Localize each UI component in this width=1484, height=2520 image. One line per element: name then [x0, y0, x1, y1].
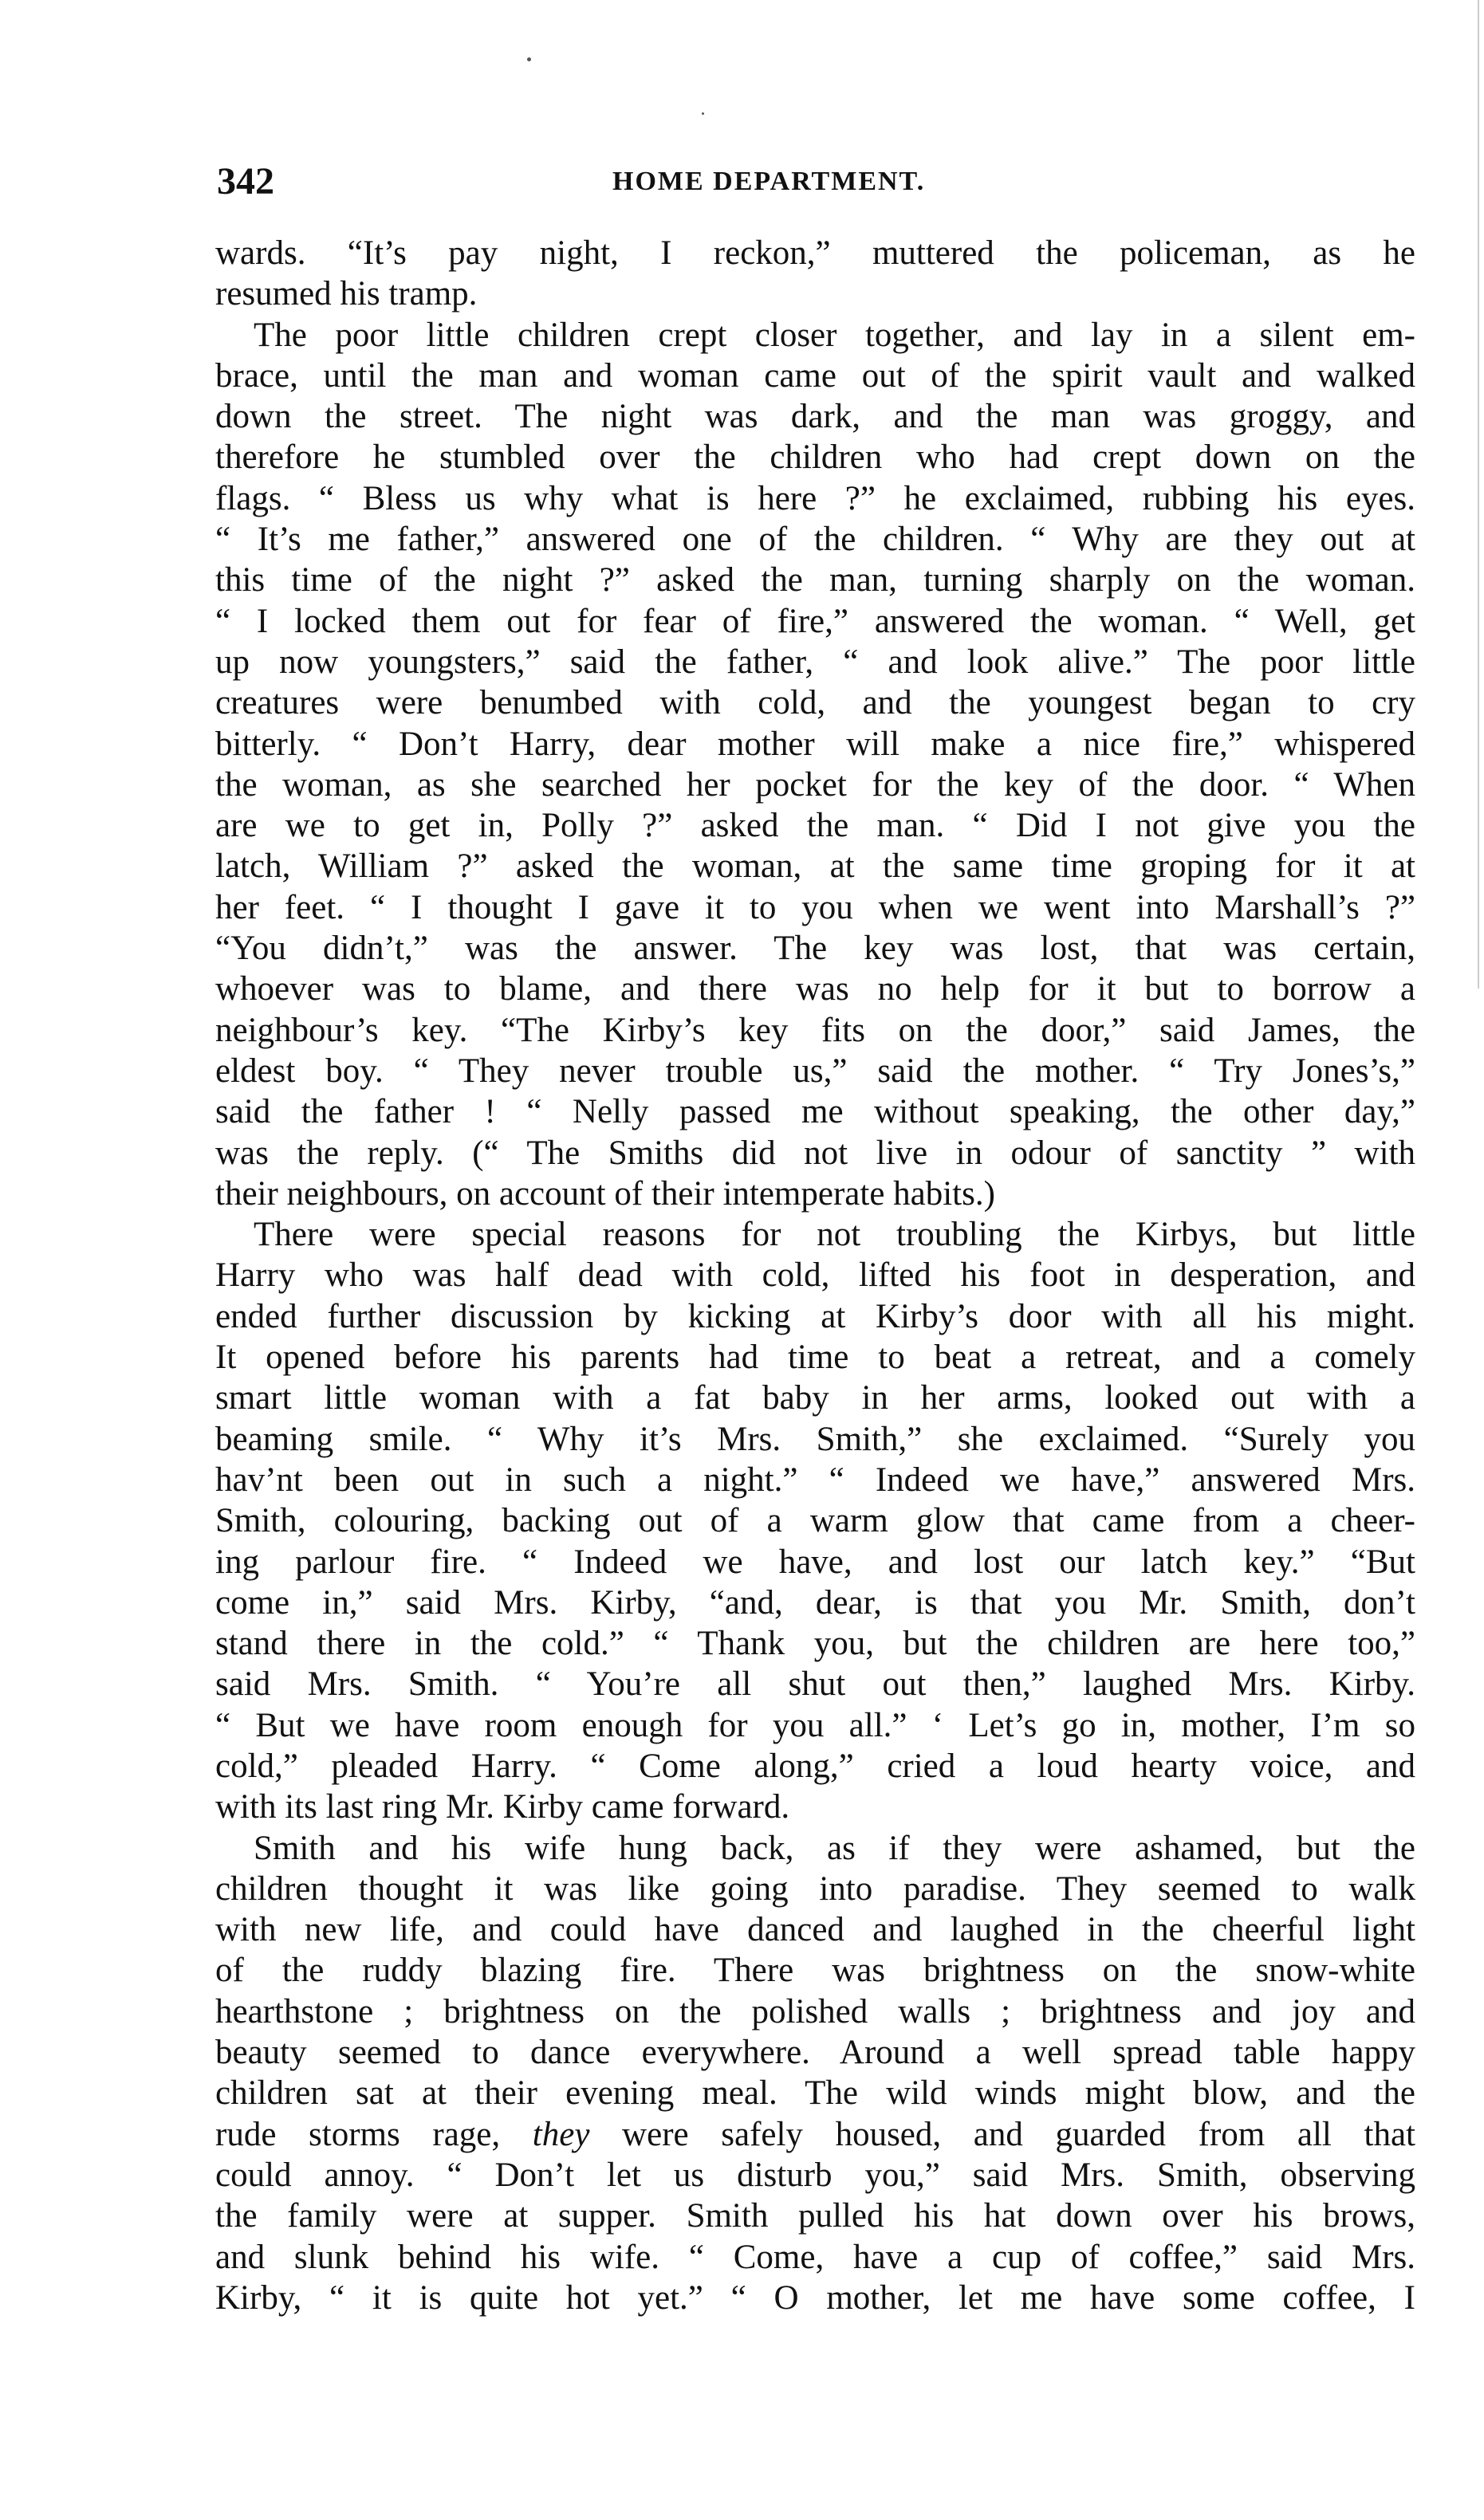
running-title: HOME DEPARTMENT. [612, 167, 926, 196]
text-line: beauty seemed to dance everywhere. Around a well spread table happy [215, 2034, 1415, 2072]
text-line: this time of the night ?” asked the man, turning sharply on the woman. [215, 561, 1415, 600]
text-line: with new life, and could have danced and laughed in the cheerful light [215, 1911, 1415, 1949]
text-line: whoever was to blame, and there was no help for it but to borrow a [215, 970, 1415, 1008]
text-line: said Mrs. Smith. “ You’re all shut out then,” laughed Mrs. Kirby. [215, 1665, 1415, 1704]
text-line: “You didn’t,” was the answer. The key was lost, that was certain, [215, 930, 1415, 968]
text-line: Harry who was half dead with cold, lifted his foot in desperation, and [215, 1256, 1415, 1295]
ink-speck [702, 112, 704, 115]
text-line: the woman, as she searched her pocket for the key of the door. “ When [215, 765, 1415, 804]
text-line: bitterly. “ Don’t Harry, dear mother will make a nice fire,” whispered [215, 725, 1415, 763]
text-line: smart little woman with a fat baby in her arms, looked out with a [215, 1379, 1415, 1417]
text-line: was the reply. (“ The Smiths did not live in odour of sanctity ” with [215, 1134, 1415, 1172]
text-line: It opened before his parents had time to beat a retreat, and a comely [215, 1339, 1415, 1377]
text-line: “ I locked them out for fear of fire,” answered the woman. “ Well, get [215, 602, 1415, 640]
text-line: ing parlour fire. “ Indeed we have, and lost our latch key.” “But [215, 1543, 1415, 1581]
text-line: The poor little children crept closer together, and lay in a silent em- [254, 316, 1415, 354]
text-line: up now youngsters,” said the father, “ and look alive.” The poor little [215, 643, 1415, 681]
text-line: are we to get in, Polly ?” asked the man. “ Did I not give you the [215, 807, 1415, 845]
page-header [217, 156, 1413, 207]
text-line: stand there in the cold.” “ Thank you, but the children are here too,” [215, 1625, 1415, 1663]
text-line: with its last ring Mr. Kirby came forward. [215, 1788, 790, 1826]
text-line: of the ruddy blazing fire. There was brightness on the snow-white [215, 1952, 1415, 1990]
text-line: latch, William ?” asked the woman, at the same time groping for it at [215, 847, 1415, 886]
text-line: There were special reasons for not troubling the Kirbys, but little [254, 1216, 1415, 1254]
text-line: “ But we have room enough for you all.” ‘ Let’s go in, mother, I’m so [215, 1706, 1415, 1744]
text-line: down the street. The night was dark, and the man was groggy, and [215, 398, 1415, 436]
text-line: creatures were benumbed with cold, and the youngest began to cry [215, 684, 1415, 722]
text-line: “ It’s me father,” answered one of the children. “ Why are they out at [215, 521, 1415, 559]
text-line: brace, until the man and woman came out of the spirit vault and walked [215, 356, 1415, 395]
text-line: her feet. “ I thought I gave it to you when we went into Marshall’s ?” [215, 888, 1415, 926]
body-text [215, 233, 1415, 2318]
text-line: the family were at supper. Smith pulled his hat down over his brows, [215, 2197, 1415, 2235]
text-line: could annoy. “ Don’t let us disturb you,” said Mrs. Smith, observing [215, 2156, 1415, 2194]
text-line: their neighbours, on account of their intemperate habits.) [215, 1174, 995, 1213]
page-edge-shadow [1478, 0, 1479, 989]
text-line: said the father ! “ Nelly passed me without speaking, the other day,” [215, 1093, 1415, 1131]
text-line: hearthstone ; brightness on the polished walls ; brightness and joy and [215, 1992, 1415, 2031]
text-line: wards. “It’s pay night, I reckon,” muttered the policeman, as he [215, 234, 1415, 272]
text-line: Kirby, “ it is quite hot yet.” “ O mother, let me have some coffee, I [215, 2278, 1415, 2317]
text-line: neighbour’s key. “The Kirby’s key fits on the door,” said James, the [215, 1011, 1415, 1049]
text-line: cold,” pleaded Harry. “ Come along,” cried a loud hearty voice, and [215, 1747, 1415, 1785]
text-line: beaming smile. “ Why it’s Mrs. Smith,” she exclaimed. “Surely you [215, 1420, 1415, 1458]
text-line: Smith and his wife hung back, as if they were ashamed, but the [254, 1829, 1415, 1867]
text-line: flags. “ Bless us why what is here ?” he exclaimed, rubbing his eyes. [215, 479, 1415, 517]
text-line: hav’nt been out in such a night.” “ Indeed we have,” answered Mrs. [215, 1460, 1415, 1499]
text-line: and slunk behind his wife. “ Come, have a cup of coffee,” said Mrs. [215, 2238, 1415, 2276]
text-line: come in,” said Mrs. Kirby, “and, dear, is that you Mr. Smith, don’t [215, 1583, 1415, 1622]
text-line: ended further discussion by kicking at Kirby’s door with all his might. [215, 1297, 1415, 1335]
text-line: rude storms rage, they were safely housed, and guarded from all that [215, 2115, 1415, 2153]
ink-speck [527, 57, 531, 61]
page-number: 342 [217, 160, 274, 202]
text-line: Smith, colouring, backing out of a warm glow that came from a cheer- [215, 1502, 1415, 1540]
text-line: resumed his tramp. [215, 275, 478, 313]
text-line: children thought it was like going into paradise. They seemed to walk [215, 1869, 1415, 1908]
text-line: children sat at their evening meal. The wild winds might blow, and the [215, 2074, 1415, 2113]
text-line: therefore he stumbled over the children who had crept down on the [215, 438, 1415, 477]
text-line: eldest boy. “ They never trouble us,” said the mother. “ Try Jones’s,” [215, 1052, 1415, 1090]
